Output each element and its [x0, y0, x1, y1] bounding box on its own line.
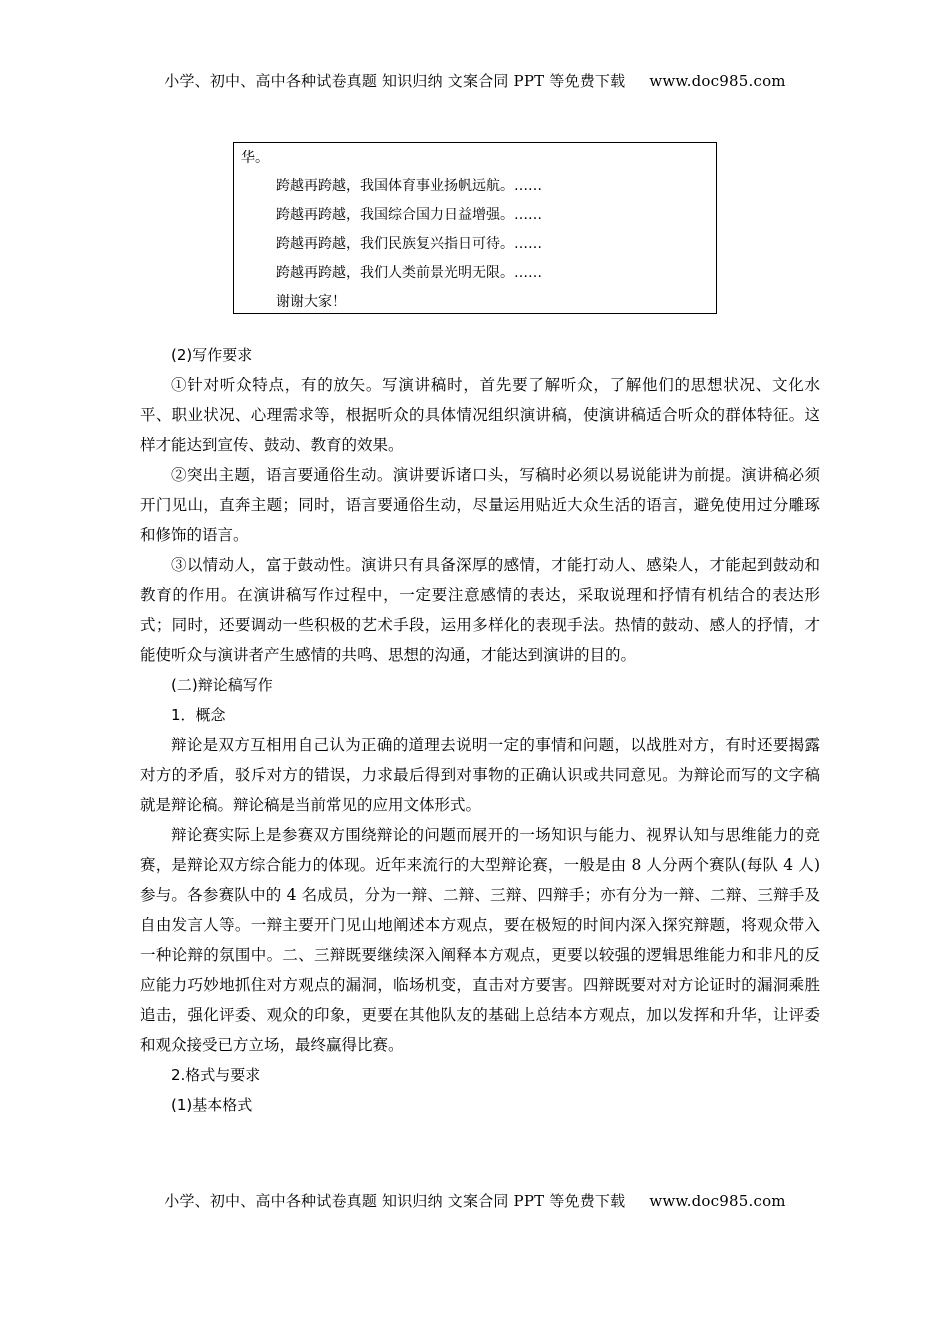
footer-text: 小学、初中、高中各种试卷真题 知识归纳 文案合同 PPT 等免费下载: [164, 1192, 626, 1210]
box-line: 跨越再跨越，我国综合国力日益增强。……: [276, 207, 542, 223]
main-content: [140, 340, 820, 1120]
box-line: 跨越再跨越，我国体育事业扬帆远航。……: [276, 178, 542, 194]
header-url[interactable]: www.doc985.com: [649, 72, 786, 90]
box-line: 跨越再跨越，我们人类前景光明无限。……: [276, 265, 542, 281]
header-text: 小学、初中、高中各种试卷真题 知识归纳 文案合同 PPT 等免费下载: [164, 72, 626, 90]
paragraph: ②突出主题，语言要通俗生动。演讲要诉诸口头，写稿时必须以易说能讲为前提。演讲稿必须开门见山，直奔主题；同时，语言要通俗生动，尽量运用贴近大众生活的语言，避免使用过分雕琢和修饰的语言。: [140, 466, 820, 544]
box-line: 华。: [241, 150, 269, 166]
section-heading: (1)基本格式: [171, 1096, 253, 1114]
box-line: 谢谢大家！: [276, 294, 346, 310]
section-heading: (2)写作要求: [171, 346, 253, 364]
paragraph: 辩论赛实际上是参赛双方围绕辩论的问题而展开的一场知识与能力、视界认知与思维能力的竞赛，是辩论双方综合能力的体现。近年来流行的大型辩论赛，一般是由 8 人分两个赛队(每队 4 人)参与。各参赛队中的 4 名成员，分为一辩、二辩、三辩、四辩手；亦有分为一辩、二辩、三辩手及自由发言人等。一辩主要开门见山地阐述本方观点，要在极短的时间内深入探究辩题，将观众带入一种论辩的氛围中。二、三辩既要继续深入阐释本方观点，更要以较强的逻辑思维能力和非凡的反应能力巧妙地抓住对方观点的漏洞，临场机变，直击对方要害。四辩既要对对方论证时的漏洞乘胜追击，强化评委、观众的印象，更要在其他队友的基础上总结本方观点，加以发挥和升华，让评委和观众接受已方立场，最终赢得比赛。: [140, 826, 820, 1054]
page-header: [0, 70, 950, 91]
paragraph: ①针对听众特点，有的放矢。写演讲稿时，首先要了解听众，了解他们的思想状况、文化水平、职业状况、心理需求等，根据听众的具体情况组织演讲稿，使演讲稿适合听众的群体特征。这样才能达到宣传、鼓动、教育的效果。: [140, 376, 820, 454]
speech-excerpt-box: [233, 142, 717, 314]
section-heading: 1．概念: [171, 706, 226, 724]
section-heading: 2.格式与要求: [171, 1066, 261, 1084]
footer-url[interactable]: www.doc985.com: [649, 1192, 786, 1210]
box-line: 跨越再跨越，我们民族复兴指日可待。……: [276, 236, 542, 252]
section-heading: (二)辩论稿写作: [171, 676, 273, 694]
paragraph: ③以情动人，富于鼓动性。演讲只有具备深厚的感情，才能打动人、感染人，才能起到鼓动和教育的作用。在演讲稿写作过程中，一定要注意感情的表达，采取说理和抒情有机结合的表达形式；同时，还要调动一些积极的艺术手段，运用多样化的表现手法。热情的鼓动、感人的抒情，才能使听众与演讲者产生感情的共鸣、思想的沟通，才能达到演讲的目的。: [140, 556, 820, 664]
page-footer: [0, 1190, 950, 1211]
paragraph: 辩论是双方互相用自己认为正确的道理去说明一定的事情和问题，以战胜对方，有时还要揭露对方的矛盾，驳斥对方的错误，力求最后得到对事物的正确认识或共同意见。为辩论而写的文字稿就是辩论稿。辩论稿是当前常见的应用文体形式。: [140, 736, 820, 814]
